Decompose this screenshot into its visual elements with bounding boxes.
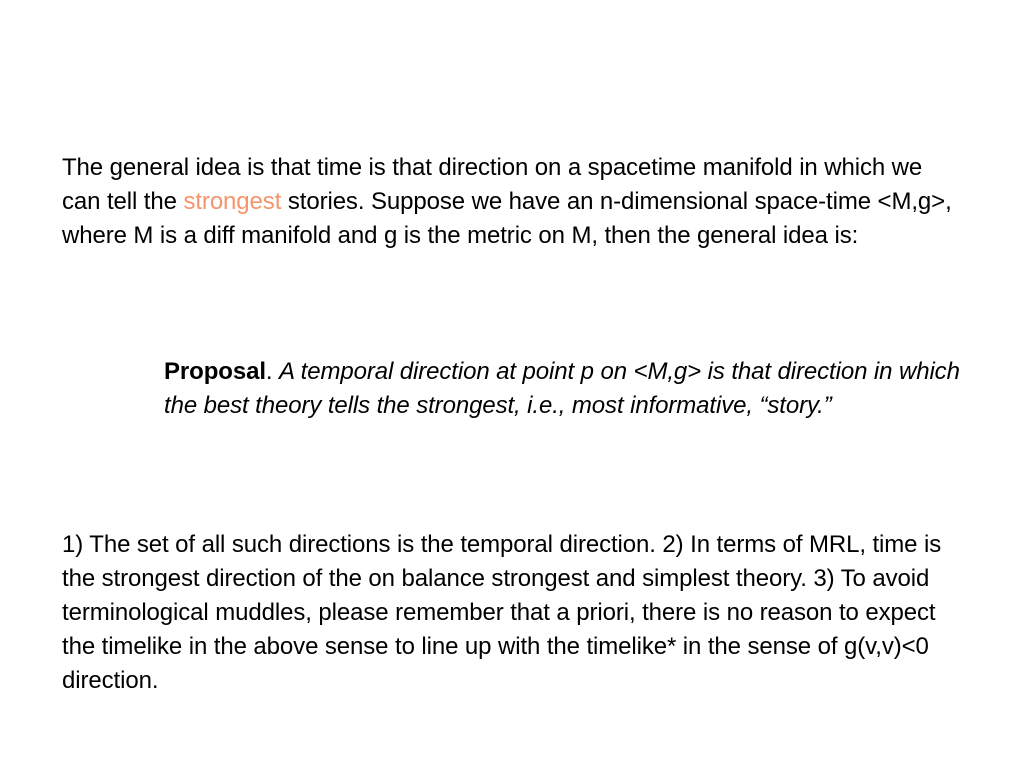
proposal-text: A temporal direction at point p on <M,g> is that direction in which the best theory tells the strongest, i.e., most informative, “story.” (164, 358, 960, 419)
conclusion-paragraph: 1) The set of all such directions is the temporal direction. 2) In terms of MRL, time is the strongest direction of the on balance strongest and simplest theory. 3) To avoid terminological muddles, please remember that a priori, there is no reason to expect the timelike in the above sense to line up with the timelike* in the sense of g(v,v)<0 direction. (62, 531, 942, 694)
intro-highlight-word: strongest (183, 188, 282, 215)
intro-text-before: The general idea is that time is that direction on a spacetime manifold in which we can tell the (62, 154, 923, 215)
intro-paragraph (62, 151, 962, 253)
proposal-paragraph (164, 355, 964, 423)
proposal-label: Proposal (164, 358, 266, 385)
proposal-separator: . (265, 358, 280, 385)
intro-text-after: stories. Suppose we have an n-dimensional space-time <M,g>, where M is a diff manifold and g is the metric on M, then the general idea is: (62, 188, 952, 249)
